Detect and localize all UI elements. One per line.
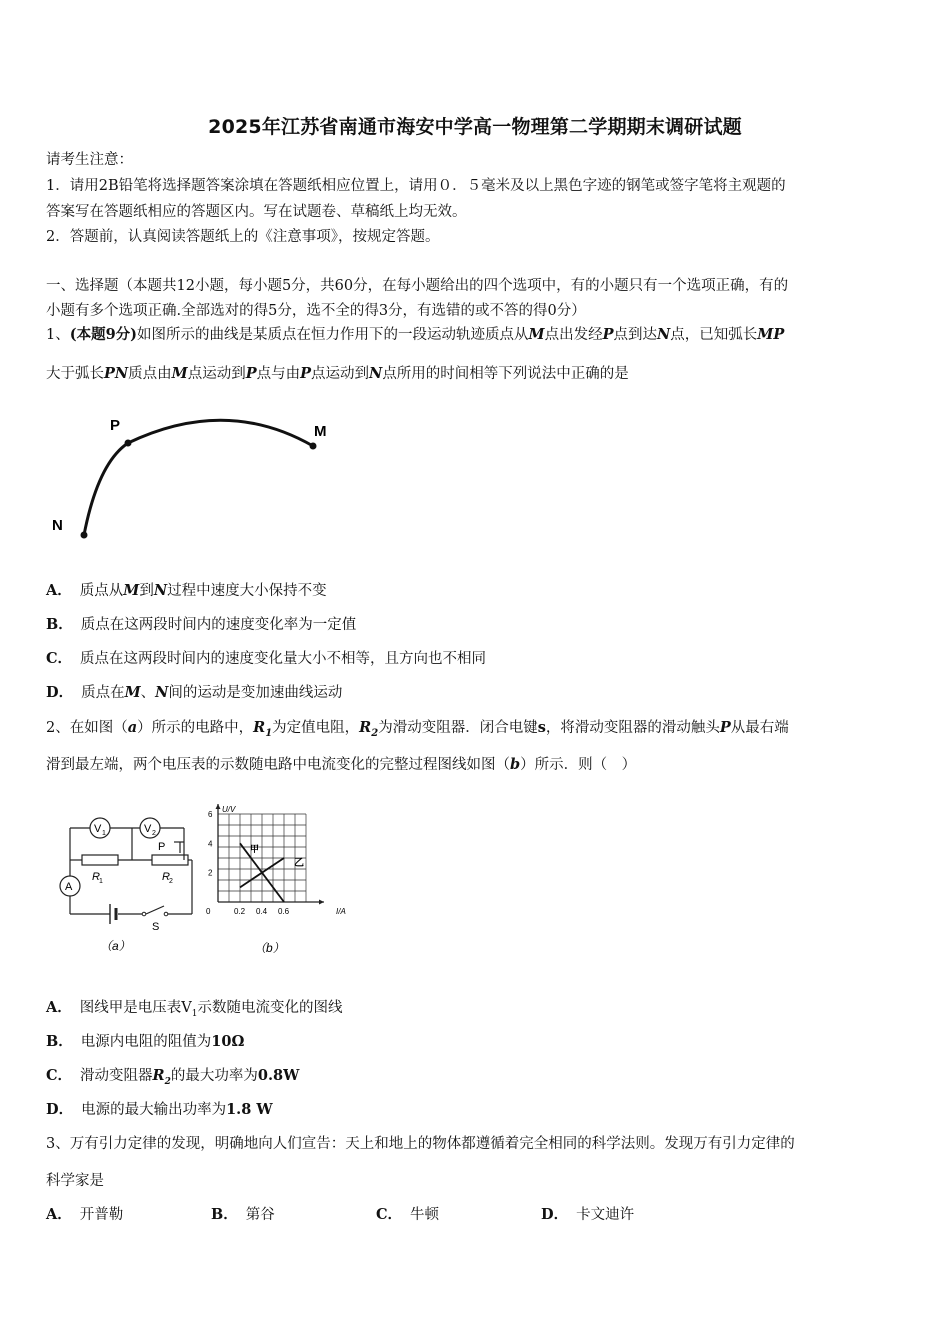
option-text: 第谷 xyxy=(245,1207,275,1223)
stem-text: 点所用的时间相等下列说法中正确的是 xyxy=(382,366,629,382)
q3-option-C xyxy=(376,1205,541,1225)
x-tick-label: 0.2 xyxy=(234,907,246,916)
switch-label: S xyxy=(152,921,160,933)
var-N: N xyxy=(155,684,169,701)
stem-text: ，将滑动变阻器的滑动触头 xyxy=(545,720,720,736)
q1-option-C xyxy=(46,649,486,669)
var-M: M xyxy=(124,684,141,701)
section-header: 一、选择题（本题共12小题，每小题5分，共60分，在每小题给出的四个选项中，有的小题只有一个选项正确，有的 xyxy=(46,278,789,294)
option-label: D． xyxy=(46,684,74,701)
subscript: 1 xyxy=(191,1008,198,1019)
stem-text: 点出发经 xyxy=(544,327,603,343)
notice-heading: 请考生注意： xyxy=(46,152,133,168)
option-value: 1.8 W xyxy=(226,1101,273,1118)
option-text: 牛顿 xyxy=(410,1207,440,1223)
q1-stem-line2 xyxy=(46,364,629,384)
x-tick-label: 0 xyxy=(206,907,211,916)
option-label: C． xyxy=(46,1067,73,1084)
stem-text: 质点由 xyxy=(128,366,172,382)
var-b: b xyxy=(510,756,521,773)
subscript: 2 xyxy=(371,727,379,739)
q2-stem-line1 xyxy=(46,718,789,744)
var-MP: MP xyxy=(757,326,785,343)
stem-text: 滑到最左端，两个电压表的示数随电路中电流变化的完整过程图线如图（ xyxy=(46,757,510,773)
stem-text: 点运动到 xyxy=(311,366,370,382)
option-text: 质点在 xyxy=(81,685,125,701)
option-text: 质点在这两段时间内的速度变化率为一定值 xyxy=(80,617,357,633)
option-text: 示数随电流变化的图线 xyxy=(197,1000,343,1016)
figure-caption: （b） xyxy=(254,941,285,955)
question-number: 3、 xyxy=(46,1136,70,1152)
q3-options xyxy=(46,1205,706,1225)
var-P: P xyxy=(245,365,257,382)
var-P: P xyxy=(300,365,312,382)
stem-text: 大于弧长 xyxy=(46,366,104,382)
q2-option-A xyxy=(46,998,342,1024)
subscript: 2 xyxy=(164,1076,171,1087)
q1-option-D xyxy=(46,683,342,703)
q2-option-B xyxy=(46,1032,244,1052)
var-R2: R xyxy=(359,719,372,736)
trajectory-figure xyxy=(46,408,346,548)
trajectory-curve xyxy=(84,420,313,535)
line-jia-label: 甲 xyxy=(250,844,260,854)
x-tick-label: 0.4 xyxy=(256,907,268,916)
q3-option-A xyxy=(46,1205,211,1225)
y-axis-arrow xyxy=(216,804,221,809)
y-tick-label: 2 xyxy=(208,868,213,878)
option-text: 、 xyxy=(140,685,156,701)
uv-graph xyxy=(204,802,364,958)
option-text: 电源的最大输出功率为 xyxy=(81,1102,227,1118)
question-number: 2、 xyxy=(46,720,70,736)
stem-text: 如图所示的曲线是某质点在恒力作用下的一段运动轨迹质点从 xyxy=(137,327,529,343)
option-text: 到 xyxy=(139,583,154,599)
stem-text: ）所示．则（ ） xyxy=(520,757,637,773)
notice-item: 1．请用2B铅笔将选择题答案涂填在答题纸相应位置上，请用０．５毫米及以上黑色字迹的钢笔或签字笔将主观题的 xyxy=(46,178,786,194)
notice-item: 答案写在答题纸相应的答题区内。写在试题卷、草稿纸上均无效。 xyxy=(46,204,467,220)
graph-grid xyxy=(218,814,306,902)
q1-option-B xyxy=(46,615,356,635)
var-R1: R xyxy=(253,719,266,736)
stem-text: 为滑动变阻器．闭合电键 xyxy=(378,720,538,736)
var-P: P xyxy=(719,719,731,736)
question-number: 1、 xyxy=(46,327,70,343)
point-N xyxy=(81,532,88,539)
option-text: 的最大功率为 xyxy=(170,1068,258,1084)
var-N: N xyxy=(657,326,671,343)
label-M: M xyxy=(314,423,327,440)
v1-label: V xyxy=(94,823,102,835)
section-header: 小题有多个选项正确.全部选对的得5分，选不全的得3分，有选错的或不答的得0分） xyxy=(46,303,586,319)
x-axis-arrow xyxy=(319,900,324,905)
option-text: 质点从 xyxy=(79,583,124,599)
var-a: a xyxy=(127,719,138,736)
subscript: 1 xyxy=(265,727,273,739)
option-label: B． xyxy=(46,1033,73,1050)
stem-text: 点，已知弧长 xyxy=(670,327,758,343)
option-label: D． xyxy=(541,1206,569,1223)
q3-stem-line2: 科学家是 xyxy=(46,1173,104,1189)
var-N: N xyxy=(369,365,383,382)
x-tick-label: 0.6 xyxy=(278,907,290,916)
point-P xyxy=(125,440,132,447)
v2-label: V xyxy=(144,823,152,835)
q2-stem-line2 xyxy=(46,755,636,775)
question-score: (本题9分) xyxy=(69,326,138,343)
q3-option-B xyxy=(211,1205,376,1225)
option-text: 卡文迪许 xyxy=(576,1207,635,1223)
option-text: 过程中速度大小保持不变 xyxy=(167,583,327,599)
stem-text: 从最右端 xyxy=(730,720,789,736)
q2-option-D xyxy=(46,1100,273,1120)
option-text: 间的运动是变加速曲线运动 xyxy=(168,685,343,701)
var-M: M xyxy=(171,365,188,382)
figure-caption: （a） xyxy=(100,939,131,953)
notice-item: 2．答题前，认真阅读答题纸上的《注意事项》，按规定答题。 xyxy=(46,229,440,245)
r1-label: R xyxy=(92,871,100,883)
y-tick-label: 4 xyxy=(208,839,213,849)
var-s: s xyxy=(537,719,546,736)
page-title: 2025年江苏省南通市海安中学高一物理第二学期期末调研试题 xyxy=(208,116,742,138)
option-value: 10Ω xyxy=(211,1033,245,1050)
option-value: 0.8W xyxy=(257,1067,300,1084)
option-label: C． xyxy=(46,650,73,667)
q3-stem-line1 xyxy=(46,1134,795,1154)
var-N: N xyxy=(153,582,168,599)
slider-label: P xyxy=(158,841,166,853)
v2-sub: 2 xyxy=(152,830,156,837)
y-axis-label: U/V xyxy=(222,805,236,814)
v1-sub: 1 xyxy=(102,830,106,837)
stem-text: 万有引力定律的发现，明确地向人们宣告：天上和地上的物体都遵循着完全相同的科学法则。发现万有引力定律的 xyxy=(69,1136,795,1152)
q1-option-A xyxy=(46,581,327,601)
r1-sub: 1 xyxy=(99,878,103,885)
option-label: B． xyxy=(46,616,73,633)
circuit-figure xyxy=(52,808,202,958)
label-N: N xyxy=(52,517,63,534)
option-label: D． xyxy=(46,1101,74,1118)
r2-sub: 2 xyxy=(169,878,173,885)
option-label: B． xyxy=(211,1206,238,1223)
q2-option-C xyxy=(46,1066,299,1092)
line-yi-label: 乙 xyxy=(294,858,304,869)
option-label: A． xyxy=(46,999,72,1016)
option-label: A． xyxy=(46,1206,72,1223)
ammeter-label: A xyxy=(65,881,73,893)
stem-text: 点运动到 xyxy=(187,366,246,382)
option-text: 开普勒 xyxy=(79,1207,124,1223)
option-label: A． xyxy=(46,582,72,599)
stem-text: ）所示的电路中， xyxy=(137,720,254,736)
option-text: 滑动变阻器 xyxy=(80,1068,153,1084)
point-M xyxy=(310,443,317,450)
r2-label: R xyxy=(162,871,170,883)
var-M: M xyxy=(528,326,545,343)
var-R2: R xyxy=(152,1067,165,1084)
y-tick-label: 6 xyxy=(208,810,213,819)
option-text: 电源内电阻的阻值为 xyxy=(80,1034,212,1050)
stem-text: 为定值电阻， xyxy=(272,720,360,736)
x-axis-label: I/A xyxy=(336,907,346,916)
stem-text: 在如图（ xyxy=(69,720,128,736)
option-label: C． xyxy=(376,1206,403,1223)
var-PN: PN xyxy=(104,365,129,382)
q3-option-D xyxy=(541,1205,706,1225)
stem-text: 点到达 xyxy=(613,327,658,343)
label-P: P xyxy=(110,417,121,434)
option-text: V xyxy=(181,1000,192,1016)
q1-stem-line1 xyxy=(46,325,784,345)
var-M: M xyxy=(123,582,140,599)
stem-text: 点与由 xyxy=(256,366,301,382)
option-text: 质点在这两段时间内的速度变化量大小不相等，且方向也不相同 xyxy=(80,651,487,667)
option-text: 图线甲是电压表 xyxy=(79,1000,182,1016)
var-P: P xyxy=(602,326,614,343)
